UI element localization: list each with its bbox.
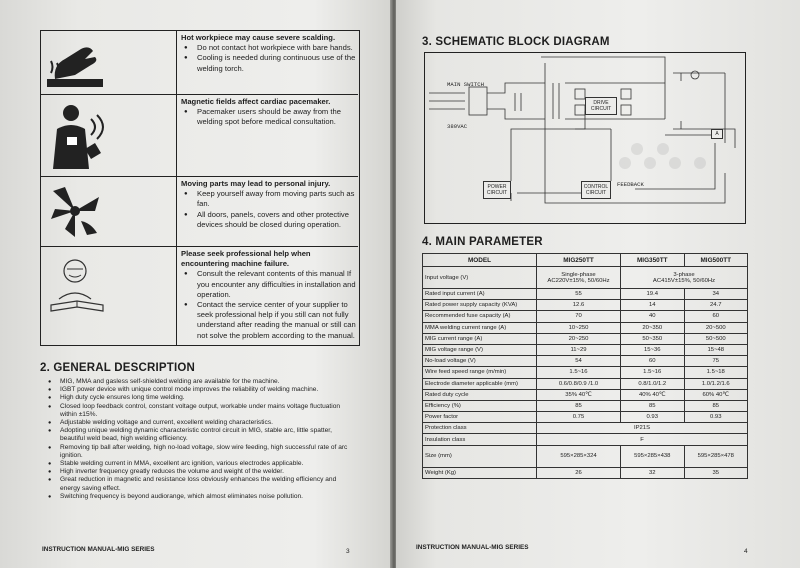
table-cell: 55	[537, 289, 621, 300]
table-cell: 40	[621, 311, 685, 322]
table-cell: 20~250	[537, 333, 621, 344]
table-cell: 1.5~16	[537, 367, 621, 378]
safety-row-hot	[41, 31, 358, 95]
general-item: ● IGBT power device with unique control mode improves the reliability of welding machine.	[46, 386, 356, 394]
reading-manual-icon	[41, 247, 177, 345]
table-cell: 60% 40℃	[684, 389, 748, 400]
row-label: Size (mm)	[423, 445, 537, 467]
row-label: Efficiency (%)	[423, 400, 537, 411]
table-cell: 10~250	[537, 322, 621, 333]
table-cell: 1.5~16	[621, 367, 685, 378]
left-page	[0, 0, 392, 568]
row-label: MIG voltage range (V)	[423, 344, 537, 355]
input-voltage-mig250	[537, 267, 621, 289]
table-row	[423, 311, 748, 322]
row-label: Rated duty cycle	[423, 389, 537, 400]
table-row	[423, 322, 748, 333]
table-row	[423, 300, 748, 311]
table-cell: 19.4	[621, 289, 685, 300]
table-row	[423, 400, 748, 411]
safety-title-moving: Moving parts may lead to personal injury.	[181, 179, 331, 188]
header-mig350tt: MIG350TT	[621, 254, 685, 267]
safety-title-pacemaker: Magnetic fields affect cardiac pacemaker.	[181, 97, 331, 106]
general-item: ● Removing tip ball after welding, high no-load voltage, slow wire feeding, high successful rate of arc ignition.	[46, 444, 356, 460]
voltage-label: 380VAC	[447, 123, 468, 130]
parameter-rows	[423, 289, 748, 423]
table-cell: 85	[537, 400, 621, 411]
table-cell: 0.6/0.8/0.9 /1.0	[537, 378, 621, 389]
main-parameter-title: 4. MAIN PARAMETER	[422, 236, 543, 248]
general-item: ● Closed loop feedback control, constant voltage output, workable under mains voltage fluctuation within ±15%.	[46, 403, 356, 419]
table-row	[423, 378, 748, 389]
table-cell: 0.93	[621, 412, 685, 423]
table-header-row	[423, 254, 748, 267]
table-cell: 15~36	[621, 344, 685, 355]
table-row	[423, 356, 748, 367]
table-cell: 35% 40℃	[537, 389, 621, 400]
pacemaker-icon	[41, 95, 177, 176]
main-parameter-table	[422, 253, 748, 479]
table-row	[423, 333, 748, 344]
table-cell: 60	[684, 311, 748, 322]
table-row	[423, 267, 748, 289]
table-cell: 32	[621, 467, 685, 478]
table-cell: 60	[621, 356, 685, 367]
safety-title-help: Please seek professional help when encountering machine failure.	[181, 249, 311, 269]
general-description-list	[46, 378, 356, 501]
row-label: MMA welding current range (A)	[423, 322, 537, 333]
table-cell: 50~500	[684, 333, 748, 344]
safety-item: ● Pacemaker users should be away from the welding spot before medical consultation.	[181, 107, 356, 127]
safety-item: ● Cooling is needed during continuous use of the welding torch.	[181, 53, 356, 73]
table-cell: 20~500	[684, 322, 748, 333]
table-row	[423, 344, 748, 355]
ammeter-box: A	[711, 129, 723, 139]
input-phase-three: 3-phase	[673, 271, 695, 278]
table-cell: 24.7	[684, 300, 748, 311]
table-cell: 75	[684, 356, 748, 367]
header-mig250tt: MIG250TT	[537, 254, 621, 267]
table-cell: 595×285×438	[621, 445, 685, 467]
safety-row-help	[41, 247, 358, 345]
general-item: ● Stable welding current in MMA, excellent arc ignition, various electrodes applicable.	[46, 460, 356, 468]
table-cell: 26	[537, 467, 621, 478]
general-description-title: 2. GENERAL DESCRIPTION	[40, 362, 195, 374]
table-cell: 70	[537, 311, 621, 322]
header-mig500tt: MIG500TT	[684, 254, 748, 267]
table-row	[423, 434, 748, 445]
general-item: ● Adopting unique welding dynamic characteristic control circuit in MIG, stable arc, little spatter, beautiful weld bead, high welding efficiency.	[46, 427, 356, 443]
row-label: Wire feed speed range (m/min)	[423, 367, 537, 378]
table-cell: 595×285×324	[537, 445, 621, 467]
table-cell: 50~350	[621, 333, 685, 344]
table-cell: 11~29	[537, 344, 621, 355]
general-item: ● High inverter frequency greatly reduces the volume and weight of the welder.	[46, 468, 356, 476]
power-circuit-box: POWER CIRCUIT	[483, 181, 511, 199]
input-voltage-mig350-500	[621, 267, 748, 289]
row-label: Weight (Kg)	[423, 467, 537, 478]
table-cell: 40% 40℃	[621, 389, 685, 400]
moving-parts-icon	[41, 177, 177, 246]
table-row	[423, 367, 748, 378]
row-label: No-load voltage (V)	[423, 356, 537, 367]
protection-class-value: IP21S	[537, 423, 748, 434]
table-cell: 1.0/1.2/1.6	[684, 378, 748, 389]
drive-circuit-box: DRIVE CIRCUIT	[585, 97, 617, 115]
control-circuit-box: CONTROL CIRCUIT	[581, 181, 611, 199]
general-item: ● High duty cycle ensures long time welding.	[46, 394, 356, 402]
safety-item: ● Do not contact hot workpiece with bare hands.	[181, 43, 356, 53]
row-label: Electrode diameter applicable (mm)	[423, 378, 537, 389]
page-number-right: 4	[744, 548, 748, 555]
safety-item: ● All doors, panels, covers and other protective devices should be closed during operation.	[181, 210, 356, 230]
row-label: Recommended fuse capacity (A)	[423, 311, 537, 322]
table-cell: 0.75	[537, 412, 621, 423]
table-row	[423, 467, 748, 478]
table-cell: 0.8/1.0/1.2	[621, 378, 685, 389]
row-label: Insulation class	[423, 434, 537, 445]
hot-workpiece-icon	[41, 31, 177, 94]
row-label: Input voltage (V)	[423, 267, 537, 289]
footer-left: INSTRUCTION MANUAL-MIG SERIES	[42, 546, 155, 553]
table-cell: 34	[684, 289, 748, 300]
table-cell: 12.6	[537, 300, 621, 311]
input-voltage-three: AC415V±15%, 50/60Hz	[652, 277, 716, 284]
table-cell: 85	[621, 400, 685, 411]
safety-item: ● Contact the service center of your supplier to seek professional help if you still can not fully understand after reading the manual or still can not solve the problem according to the manual.	[181, 300, 356, 341]
safety-item: ● Keep yourself away from moving parts such as fan.	[181, 189, 356, 209]
table-cell: 20~350	[621, 322, 685, 333]
table-cell: 15~48	[684, 344, 748, 355]
schematic-block-diagram	[424, 52, 746, 224]
table-cell: 85	[684, 400, 748, 411]
row-label: Power factor	[423, 412, 537, 423]
header-model: MODEL	[423, 254, 537, 267]
general-item: ● Great reduction in magnetic and resistance loss obviously enhances the welding efficiency and energy saving effect.	[46, 476, 356, 492]
main-switch-label: MAIN SWITCH	[447, 81, 484, 88]
schematic-title: 3. SCHEMATIC BLOCK DIAGRAM	[422, 36, 610, 48]
insulation-class-value: F	[537, 434, 748, 445]
footer-right: INSTRUCTION MANUAL-MIG SERIES	[416, 544, 529, 551]
row-label: Rated input current (A)	[423, 289, 537, 300]
table-row	[423, 289, 748, 300]
safety-title-hot: Hot workpiece may cause severe scalding.	[181, 33, 336, 42]
feedback-label: FEEDBACK	[617, 181, 644, 188]
table-cell: 14	[621, 300, 685, 311]
table-row	[423, 389, 748, 400]
table-cell: 0.93	[684, 412, 748, 423]
table-cell: 595×285×478	[684, 445, 748, 467]
safety-row-moving	[41, 177, 358, 247]
page-number-left: 3	[346, 548, 350, 555]
general-item: ● Adjustable welding voltage and current, excellent welding characteristics.	[46, 419, 356, 427]
safety-warning-table	[40, 30, 360, 346]
table-row	[423, 445, 748, 467]
table-row	[423, 412, 748, 423]
general-item: ● MIG, MMA and gasless self-shielded welding are available for the machine.	[46, 378, 356, 386]
table-cell: 35	[684, 467, 748, 478]
table-cell: 1.5~18	[684, 367, 748, 378]
row-label: Rated power supply capacity (KVA)	[423, 300, 537, 311]
row-label: Protection class	[423, 423, 537, 434]
row-label: MIG current range (A)	[423, 333, 537, 344]
input-phase-single: Single-phase	[561, 271, 596, 278]
table-cell: 54	[537, 356, 621, 367]
general-item: ● Switching frequency is beyond audiorange, which almost eliminates noise pollution.	[46, 493, 356, 501]
safety-item: ● Consult the relevant contents of this manual If you encounter any difficulties in installation and operation.	[181, 269, 356, 300]
safety-row-pacemaker	[41, 95, 358, 177]
input-voltage-single: AC220V±15%, 50/60Hz	[547, 277, 610, 284]
table-row	[423, 423, 748, 434]
